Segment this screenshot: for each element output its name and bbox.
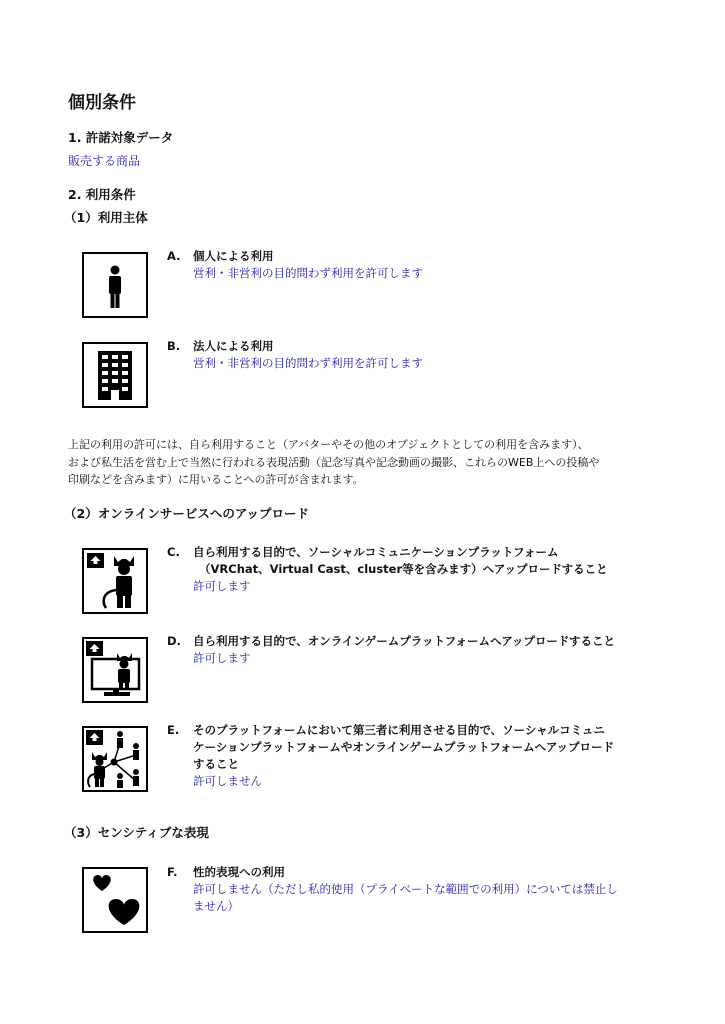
item-d-status: 許可します xyxy=(193,651,251,665)
paragraph-line: 上記の利用の許可には、自ら利用すること（アバターやその他のオブジェクトとしての利用を含みます）、 xyxy=(68,438,589,451)
item-f xyxy=(193,864,653,915)
person-icon xyxy=(82,252,148,318)
avatar-upload-icon xyxy=(82,548,148,614)
building-icon xyxy=(82,342,148,408)
item-c-status: 許可します xyxy=(193,579,251,593)
item-b-status: 営利・非営利の目的問わず利用を許可します xyxy=(193,356,423,370)
item-f-letter: F. xyxy=(167,865,178,879)
subsection-usage-subject: （1）利用主体 xyxy=(64,210,148,225)
item-d xyxy=(193,633,653,667)
licensed-data-link[interactable]: 販売する商品 xyxy=(68,154,141,168)
item-f-title: 性的表現への利用 xyxy=(193,865,285,879)
share-upload-icon xyxy=(82,726,148,792)
item-f-status-line2: ません） xyxy=(193,899,239,913)
game-upload-icon xyxy=(82,637,148,703)
item-b-letter: B. xyxy=(167,339,181,353)
item-a xyxy=(193,248,653,282)
item-e xyxy=(193,722,653,790)
subsection-online-upload: （2）オンラインサービスへのアップロード xyxy=(64,506,309,521)
item-b-title: 法人による利用 xyxy=(193,339,274,353)
paragraph-line: および私生活を営む上で当然に行われる表現活動（記念写真や記念動画の撮影、これらのWEB上への投稿や xyxy=(68,455,600,469)
section1-heading: 1. 許諾対象データ xyxy=(68,130,174,145)
paragraph-line: 印刷などを含みます）に用いることへの許可が含まれます。 xyxy=(68,473,364,486)
item-c-title-line1: 自ら利用する目的で、ソーシャルコミュニケーションプラットフォーム xyxy=(193,545,559,559)
item-e-title-line1: そのプラットフォームにおいて第三者に利用させる目的で、ソーシャルコミュニ xyxy=(193,723,605,737)
hearts-icon xyxy=(82,867,148,933)
item-d-letter: D. xyxy=(167,634,181,648)
item-b xyxy=(193,338,653,372)
item-f-status-line1: 許可しません（ただし私的使用（プライベートな範囲での利用）については禁止し xyxy=(193,882,618,896)
item-e-title-line2: ケーションプラットフォームやオンラインゲームプラットフォームへアップロード xyxy=(193,740,615,754)
item-e-letter: E. xyxy=(167,723,180,737)
item-a-title: 個人による利用 xyxy=(193,249,274,263)
item-a-status: 営利・非営利の目的問わず利用を許可します xyxy=(193,266,423,280)
item-c-letter: C. xyxy=(167,545,180,559)
item-c-title-line2: （VRChat、Virtual Cast、cluster等を含みます）へアップロードすること xyxy=(199,562,608,576)
item-d-title: 自ら利用する目的で、オンラインゲームプラットフォームへアップロードすること xyxy=(193,634,616,648)
item-e-title-line3: すること xyxy=(193,757,239,771)
section2-heading: 2. 利用条件 xyxy=(68,187,136,202)
subsection-sensitive: （3）センシティブな表現 xyxy=(64,825,209,840)
usage-permission-paragraph xyxy=(68,436,660,489)
item-e-status: 許可しません xyxy=(193,774,262,788)
item-c xyxy=(193,544,653,595)
page-title: 個別条件 xyxy=(68,93,136,113)
item-a-letter: A. xyxy=(167,249,181,263)
